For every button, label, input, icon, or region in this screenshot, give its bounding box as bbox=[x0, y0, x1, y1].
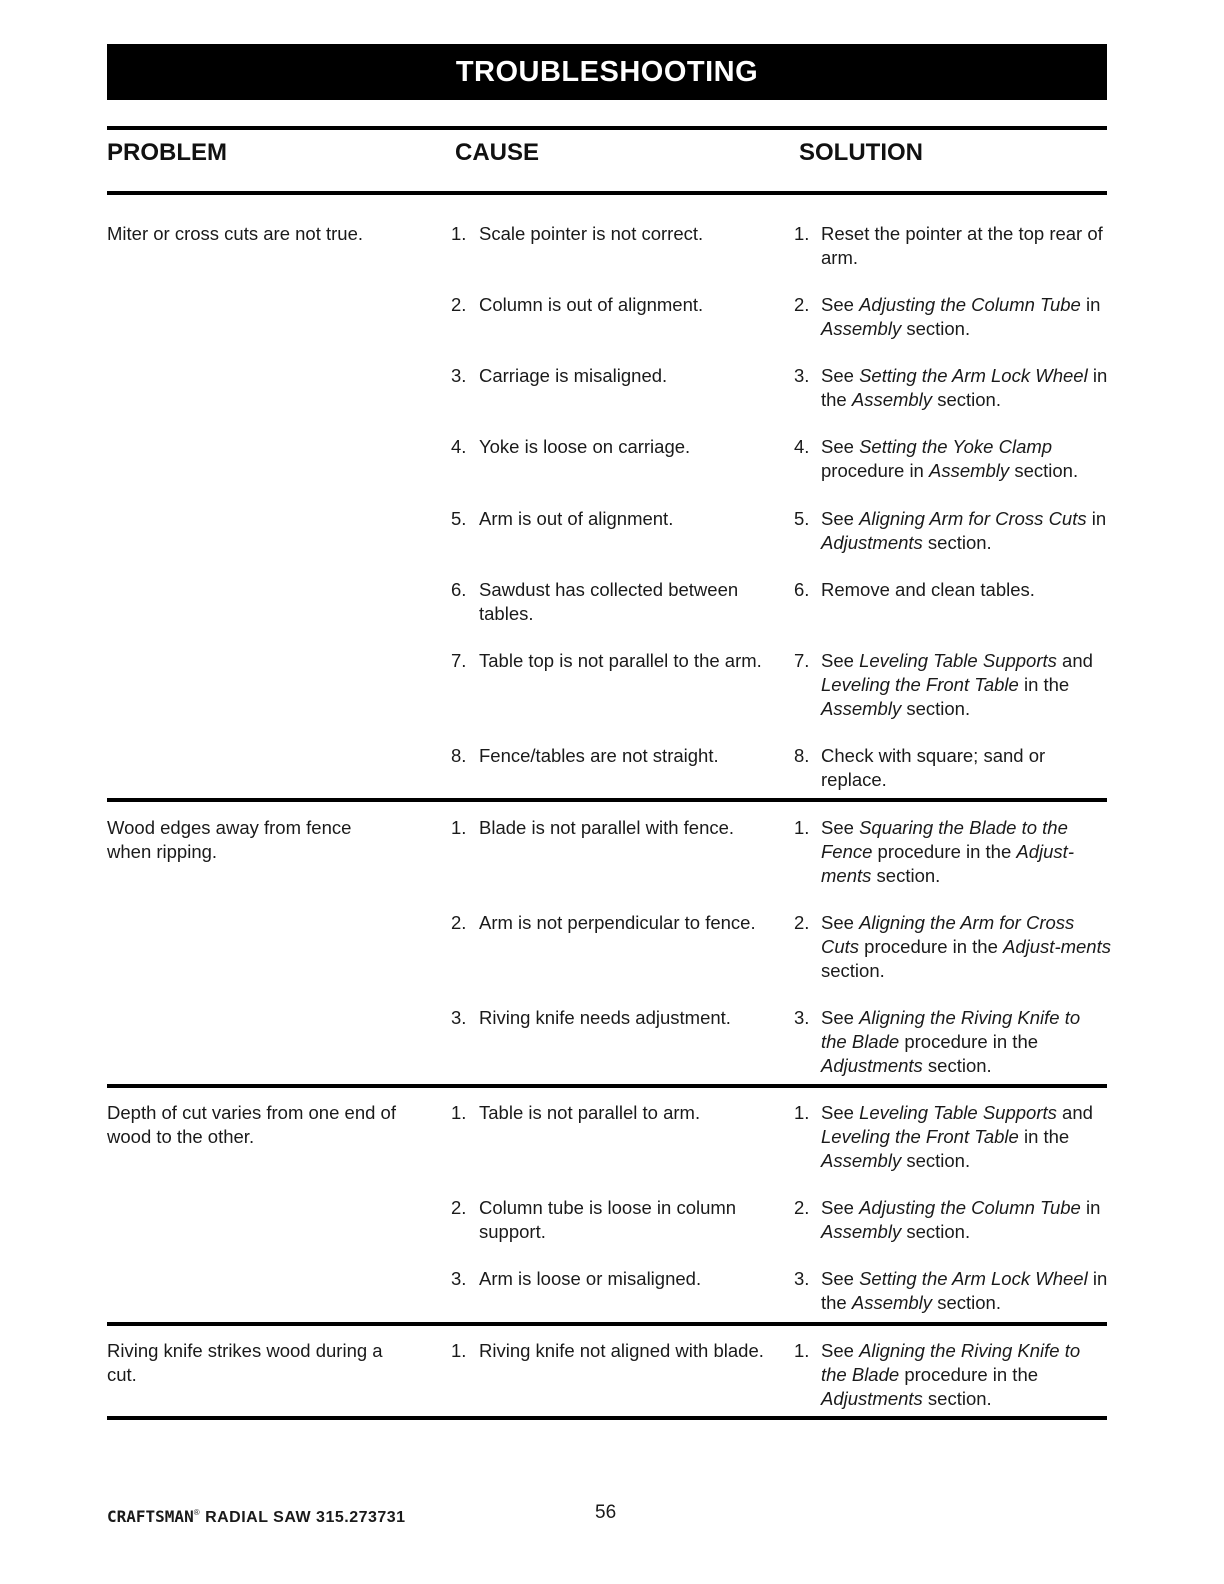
cause-number: 3. bbox=[451, 365, 467, 386]
top-rule bbox=[107, 126, 1107, 130]
cause-text: Column tube is loose in column support. bbox=[479, 1197, 737, 1242]
cause-number: 8. bbox=[451, 745, 467, 766]
solution-text: See Squaring the Blade to the Fence procedure in the Adjust-ments section. bbox=[821, 817, 1074, 886]
cause-number: 1. bbox=[451, 817, 467, 838]
solution-text: See Aligning Arm for Cross Cuts in Adjustments section. bbox=[821, 508, 1107, 553]
group-divider bbox=[107, 1322, 1107, 1326]
solution-text: Reset the pointer at the top rear of arm. bbox=[821, 223, 1103, 268]
cause-text: Fence/tables are not straight. bbox=[479, 745, 719, 766]
cause-text: Blade is not parallel with fence. bbox=[479, 817, 735, 838]
problem-text: Depth of cut varies from one end of wood to the other. bbox=[107, 1102, 396, 1147]
cause-text: Yoke is loose on carriage. bbox=[479, 436, 691, 457]
cause-text: Riving knife not aligned with blade. bbox=[479, 1340, 764, 1361]
solution-number: 2. bbox=[794, 912, 810, 933]
solution-text: See Setting the Yoke Clamp procedure in Assembly section. bbox=[821, 436, 1079, 481]
solution-text: See Setting the Arm Lock Wheel in the Assembly section. bbox=[821, 365, 1108, 410]
registered-mark: ® bbox=[193, 1508, 201, 1517]
solution-text: See Adjusting the Column Tube in Assembly section. bbox=[821, 1197, 1101, 1242]
craftsman-logo: CRAFTSMAN bbox=[107, 1507, 194, 1526]
solution-number: 1. bbox=[794, 817, 810, 838]
solution-number: 6. bbox=[794, 579, 810, 600]
cause-text: Scale pointer is not correct. bbox=[479, 223, 704, 244]
solution-number: 1. bbox=[794, 1340, 810, 1361]
solution-text: See Aligning the Arm for Cross Cuts procedure in the Adjust-ments section. bbox=[821, 912, 1111, 981]
cause-number: 1. bbox=[451, 1102, 467, 1123]
page-number: 56 bbox=[595, 1502, 617, 1523]
solution-text: See Aligning the Riving Knife to the Blade procedure in the Adjustments section. bbox=[821, 1007, 1081, 1076]
cause-text: Carriage is misaligned. bbox=[479, 365, 668, 386]
solution-number: 4. bbox=[794, 436, 810, 457]
model-text: RADIAL SAW 315.273731 bbox=[205, 1509, 406, 1526]
cause-number: 3. bbox=[451, 1268, 467, 1289]
cause-number: 1. bbox=[451, 1340, 467, 1361]
cause-text: Riving knife needs adjustment. bbox=[479, 1007, 731, 1028]
solution-text: See Adjusting the Column Tube in Assembly section. bbox=[821, 294, 1101, 339]
cause-text: Column is out of alignment. bbox=[479, 294, 704, 315]
cause-text: Arm is out of alignment. bbox=[479, 508, 674, 529]
group-divider bbox=[107, 798, 1107, 802]
header-cause: CAUSE bbox=[455, 139, 540, 166]
header-rule bbox=[107, 191, 1107, 195]
cause-number: 2. bbox=[451, 1197, 467, 1218]
solution-text: Remove and clean tables. bbox=[821, 579, 1035, 600]
footer-brand bbox=[107, 1502, 406, 1529]
solution-number: 1. bbox=[794, 223, 810, 244]
cause-number: 4. bbox=[451, 436, 467, 457]
solution-number: 7. bbox=[794, 650, 810, 671]
page-title-banner: TROUBLESHOOTING bbox=[107, 44, 1107, 100]
solution-number: 3. bbox=[794, 365, 810, 386]
problem-text: Wood edges away from fence when ripping. bbox=[107, 817, 352, 862]
problem-text: Riving knife strikes wood during a cut. bbox=[107, 1340, 383, 1385]
cause-number: 1. bbox=[451, 223, 467, 244]
cause-text: Arm is not perpendicular to fence. bbox=[479, 912, 756, 933]
problem-text: Miter or cross cuts are not true. bbox=[107, 223, 364, 244]
bottom-rule bbox=[107, 1416, 1107, 1420]
solution-text: Check with square; sand or replace. bbox=[821, 745, 1046, 790]
cause-text: Table is not parallel to arm. bbox=[479, 1102, 701, 1123]
group-divider bbox=[107, 1084, 1107, 1088]
cause-text: Table top is not parallel to the arm. bbox=[479, 650, 762, 671]
cause-number: 5. bbox=[451, 508, 467, 529]
header-problem: PROBLEM bbox=[107, 139, 227, 166]
cause-number: 7. bbox=[451, 650, 467, 671]
solution-number: 5. bbox=[794, 508, 810, 529]
solution-text: See Setting the Arm Lock Wheel in the Assembly section. bbox=[821, 1268, 1108, 1313]
solution-number: 8. bbox=[794, 745, 810, 766]
solution-number: 2. bbox=[794, 294, 810, 315]
solution-text: See Leveling Table Supports and Leveling the Front Table in the Assembly section. bbox=[821, 650, 1093, 719]
solution-number: 1. bbox=[794, 1102, 810, 1123]
cause-number: 3. bbox=[451, 1007, 467, 1028]
cause-number: 6. bbox=[451, 579, 467, 600]
solution-number: 3. bbox=[794, 1268, 810, 1289]
solution-text: See Leveling Table Supports and Leveling the Front Table in the Assembly section. bbox=[821, 1102, 1093, 1171]
cause-text: Arm is loose or misaligned. bbox=[479, 1268, 702, 1289]
header-solution: SOLUTION bbox=[799, 139, 923, 166]
solution-text: See Aligning the Riving Knife to the Blade procedure in the Adjustments section. bbox=[821, 1340, 1081, 1409]
solution-number: 2. bbox=[794, 1197, 810, 1218]
cause-text: Sawdust has collected between tables. bbox=[479, 579, 739, 624]
solution-number: 3. bbox=[794, 1007, 810, 1028]
cause-number: 2. bbox=[451, 294, 467, 315]
cause-number: 2. bbox=[451, 912, 467, 933]
